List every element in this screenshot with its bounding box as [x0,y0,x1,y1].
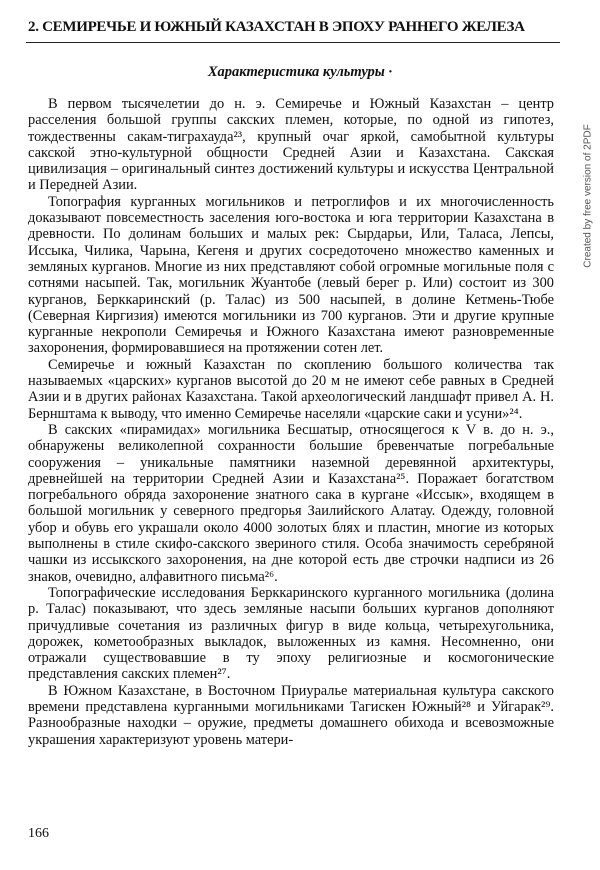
body-text [28,96,554,748]
paragraph: В сакских «пирамидах» могильника Бесшатыр, относящегося к V в. до н. э., обнаружены великолепной сохранности большие бревенчатые погребальные сооружения – уникальные памятники наземной деревянной архитектуры, древнейшей на территории Средней Азии и Казахстана²⁵. Поражает богатством погребального обряда захоронение знатного сака в кургане «Иссык», входящем в большой могильник у северного предгорья Заилийского Алатау. Одежду, головной убор и обувь его украшали около 4000 золотых блях и пластин, многие из которых выполнены в стиле скифо-сакского звериного стиля. Особа значимость серебряной чашки из иссыкского захоронения, на дне которой есть две строчки надписи из 26 знаков, очевидно, алфавитного письма²⁶. [28,421,554,585]
watermark-text: Created by free version of 2PDF [582,124,594,268]
chapter-title: 2. СЕМИРЕЧЬЕ И ЮЖНЫЙ КАЗАХСТАН В ЭПОХУ РАННЕГО ЖЕЛЕЗА [28,19,525,35]
paragraph: В первом тысячелетии до н. э. Семиречье и Южный Казахстан – центр расселения большой группы сакских племен, которые, по одной из гипотез, тождественны сакам-тиграхауда²³, крупный очаг яркой, самобытной культуры сакской этно-культурной общности Средней Азии и Казахстана. Сакская цивилизация – оригинальный синтез достижений культуры и искусства Центральной и Передней Азии. [28,96,554,194]
paragraph: В Южном Казахстане, в Восточном Приуралье материальная культура сакского времени представлена курганными могильниками Тагискен Южный²⁸ и Уйгарак²⁹. Разнообразные находки – оружие, предметы домашнего обихода и всевозможные украшения характеризуют уровень матери- [28,682,554,748]
paragraph: Семиречье и южный Казахстан по скоплению большого количества так называемых «царских» курганов высотой до 20 м не имеют себе равных в Средней Азии и в других районах Казахстана. Такой археологический ландшафт привел А. Н. Бернштама к выводу, что именно Семиречье населяли «царские саки и усуни»²⁴. [28,356,554,422]
paragraph: Топографические исследования Берккаринского курганного могильника (долина р. Талас) показывают, что здесь земляные насыпи больших курганов дополняют причудливые сочетания из различных фигур в виде кольца, четырехугольника, дорожек, кометообразных выкладок, выложенных из камня. Несомненно, они отражали существовавшие в ту эпоху религиозные и космогонические представления сакских племен²⁷. [28,584,554,683]
section-title: Характеристика культуры · [207,64,393,80]
paragraph: Топография курганных могильников и петроглифов и их многочисленность доказывают повсеместность заселения юго-востока и юга территории Казахстана в древности. По долинам больших и малых рек: Сырдарьи, Или, Таласа, Лепсы, Иссыка, Чилика, Чарына, Кегеня и других сосредоточено множество каменных и земляных курганов. Многие из них представляют собой огромные могильные поля с сотнями насыпей. Так, могильник Жуантобе (левый берег р. Или) состоит из 300 курганов, Берккаринский (р. Талас) из 500 насыпей, в долине Кетмень-Тюбе (Северная Киргизия) имеются могильники из 700 курганов. Эти и другие крупные курганные некрополи Семиречья и Южного Казахстана имеют разновременные захоронения, формировавшиеся на протяжении сотен лет. [28,193,554,357]
page-number: 166 [28,826,49,841]
header-rule [26,42,560,43]
